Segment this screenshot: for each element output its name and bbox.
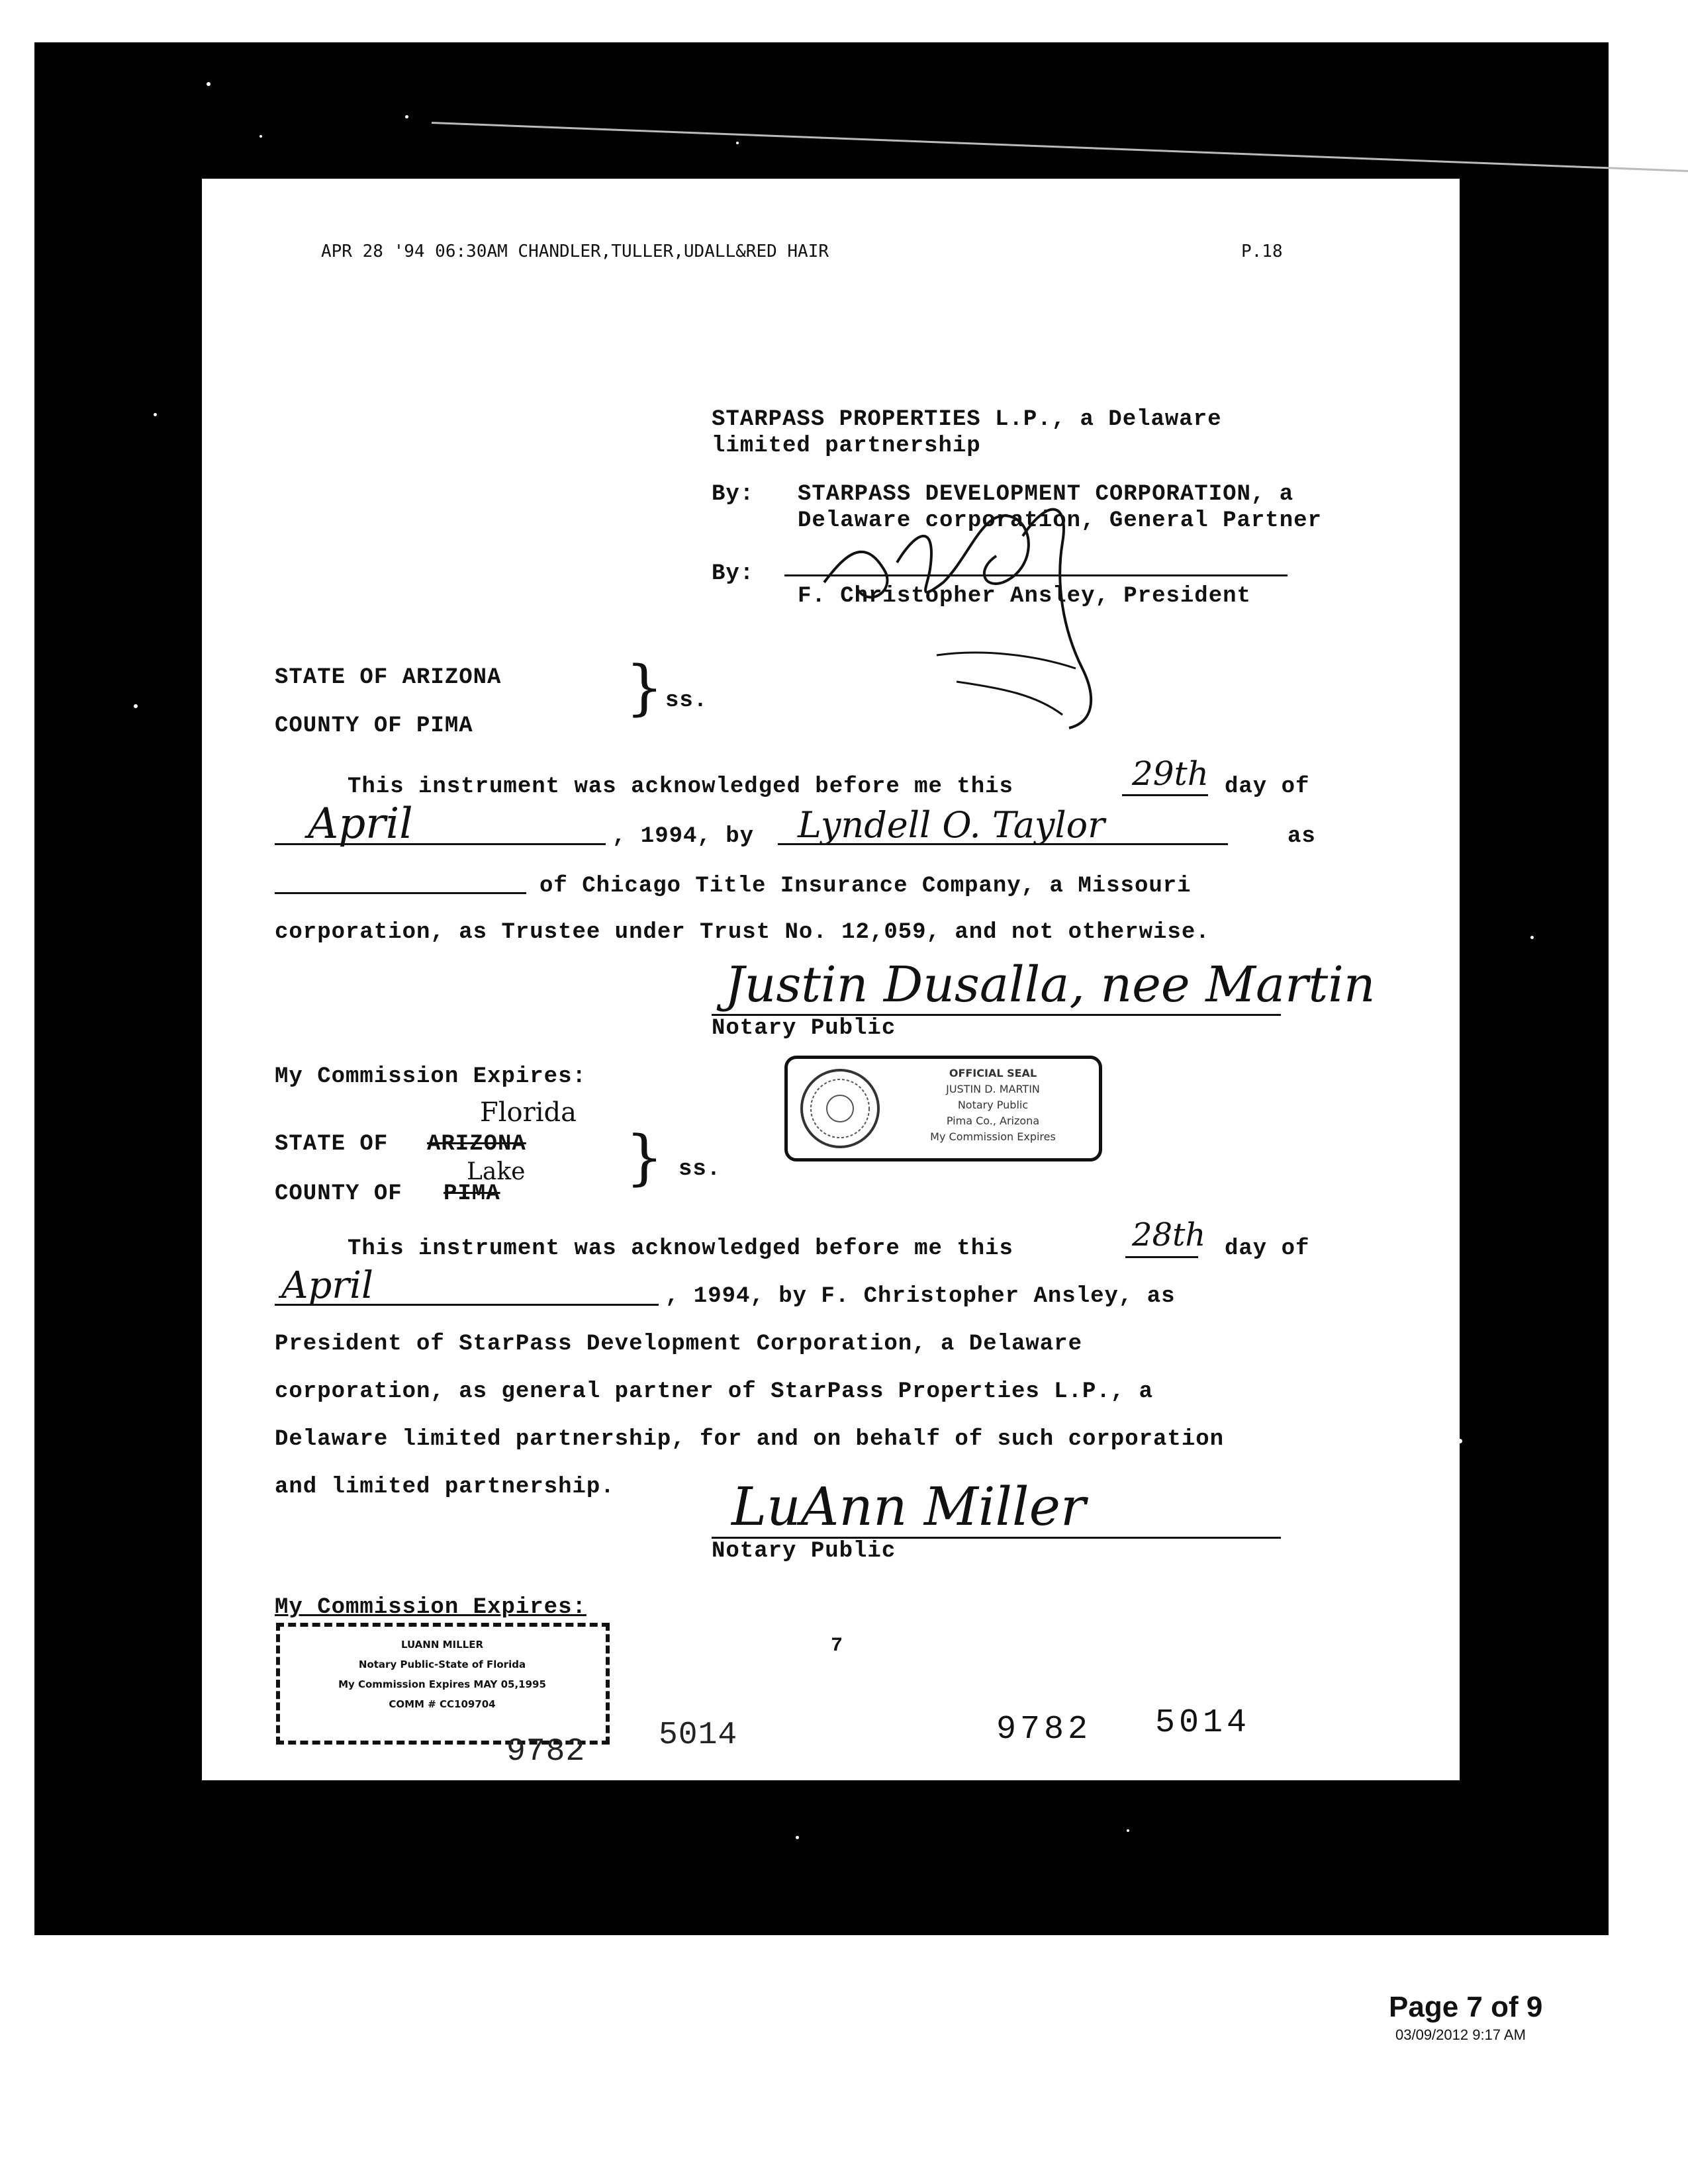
- day-of-label: day of: [1225, 1236, 1310, 1261]
- venue-brace: }: [626, 653, 664, 723]
- seal-line: My Commission Expires: [930, 1130, 1056, 1143]
- by-label: By:: [712, 482, 755, 507]
- stamp-line: Notary Public-State of Florida: [358, 1659, 526, 1670]
- acknowledgement-line-4: corporation, as Trustee under Trust No. 12,059, and not otherwise.: [275, 920, 1210, 945]
- scan-speck: [1127, 1829, 1129, 1832]
- stamp-line: LUANN MILLER: [400, 1639, 484, 1651]
- stamp-line: My Commission Expires MAY 05,1995: [338, 1678, 546, 1690]
- state-label: STATE OF: [275, 1132, 389, 1157]
- handwritten-state: Florida: [480, 1097, 577, 1128]
- scan-speck: [154, 413, 157, 416]
- recording-page-under-stamp: 5014: [659, 1717, 738, 1753]
- by-label: By:: [712, 561, 755, 586]
- ss-label: ss.: [679, 1157, 722, 1182]
- general-partner-line-2: Delaware corporation, General Partner: [798, 508, 1322, 533]
- venue-brace: }: [626, 1123, 664, 1193]
- scan-speck: [134, 704, 138, 708]
- page-number: 7: [831, 1635, 844, 1657]
- seal-line: Pima Co., Arizona: [946, 1115, 1040, 1127]
- scan-speck: [259, 135, 262, 138]
- acknowledgement-line-6: and limited partnership.: [275, 1475, 615, 1500]
- notary-signature: LuAnn Miller: [731, 1476, 1086, 1537]
- seal-line: Notary Public: [957, 1099, 1029, 1111]
- scan-speck: [1530, 936, 1534, 939]
- handwritten-county: Lake: [467, 1158, 526, 1185]
- ss-label: ss.: [665, 688, 708, 713]
- acknowledgement-line-4: corporation, as general partner of StarPass Properties L.P., a: [275, 1379, 1154, 1404]
- recording-book-under-stamp: 9782: [506, 1734, 586, 1770]
- notary-public-label: Notary Public: [712, 1539, 896, 1564]
- scan-speck: [796, 1836, 799, 1839]
- scan-speck: [736, 142, 739, 144]
- ansley-signature: [784, 457, 1155, 735]
- handwritten-day: 28th: [1132, 1216, 1206, 1253]
- scan-speck: [207, 82, 211, 86]
- day-blank: [1122, 794, 1208, 796]
- handwritten-month: April: [281, 1264, 373, 1307]
- as-label: as: [1288, 824, 1316, 849]
- notary-signature: Justin Dusalla, nee Martin: [725, 956, 1376, 1013]
- acknowledgement-text: This instrument was acknowledged before me this: [348, 774, 1013, 799]
- recording-book-number: 9782: [996, 1711, 1092, 1749]
- seal-line: OFFICIAL SEAL: [949, 1067, 1037, 1079]
- county-label: COUNTY OF: [275, 1181, 402, 1206]
- handwritten-name: Lyndell O. Taylor: [798, 804, 1105, 846]
- general-partner-line-1: STARPASS DEVELOPMENT CORPORATION, a: [798, 482, 1294, 507]
- signer-name: F. Christopher Ansley, President: [798, 584, 1251, 609]
- commission-expires-label: My Commission Expires:: [275, 1064, 586, 1089]
- notary-commission-stamp: [276, 1623, 610, 1745]
- official-seal-stamp: [784, 1056, 1102, 1161]
- acknowledgement-line-3: President of StarPass Development Corporation, a Delaware: [275, 1332, 1082, 1357]
- title-blank: [275, 892, 526, 894]
- struck-state: ARIZONA: [427, 1132, 526, 1157]
- commission-expires-label: My Commission Expires:: [275, 1595, 586, 1620]
- acknowledgement-line-2: , 1994, by F. Christopher Ansley, as: [665, 1284, 1176, 1309]
- stamp-line: COMM # CC109704: [389, 1698, 496, 1710]
- struck-county: PIMA: [444, 1181, 500, 1206]
- scan-streak: [432, 122, 1688, 172]
- seal-line: JUSTIN D. MARTIN: [946, 1083, 1040, 1095]
- seal-emblem-icon: [797, 1066, 883, 1152]
- handwritten-day: 29th: [1132, 754, 1209, 793]
- state-venue: STATE OF ARIZONA: [275, 665, 502, 690]
- acknowledgement-line-3: of Chicago Title Insurance Company, a Missouri: [539, 874, 1192, 899]
- entity-line-1: STARPASS PROPERTIES L.P., a Delaware: [712, 407, 1222, 432]
- fax-page-ref: P.18: [1241, 242, 1283, 261]
- entity-line-2: limited partnership: [712, 433, 981, 459]
- acknowledgement-text: This instrument was acknowledged before me this: [348, 1236, 1013, 1261]
- scan-speck: [405, 115, 408, 118]
- day-of-label: day of: [1225, 774, 1310, 799]
- county-venue: COUNTY OF PIMA: [275, 713, 473, 739]
- print-timestamp: 03/09/2012 9:17 AM: [1395, 2026, 1526, 2043]
- page-counter: Page 7 of 9: [1389, 1991, 1543, 2023]
- recording-page-number: 5014: [1155, 1704, 1251, 1742]
- day-blank: [1125, 1256, 1198, 1258]
- document-page: [202, 179, 1460, 1780]
- notary-public-label: Notary Public: [712, 1016, 896, 1041]
- acknowledgement-line-5: Delaware limited partnership, for and on behalf of such corporation: [275, 1427, 1225, 1452]
- fax-header: APR 28 '94 06:30AM CHANDLER,TULLER,UDALL&RED HAIR: [321, 242, 829, 261]
- handwritten-month: April: [308, 799, 413, 848]
- year-text: , 1994, by: [612, 824, 755, 849]
